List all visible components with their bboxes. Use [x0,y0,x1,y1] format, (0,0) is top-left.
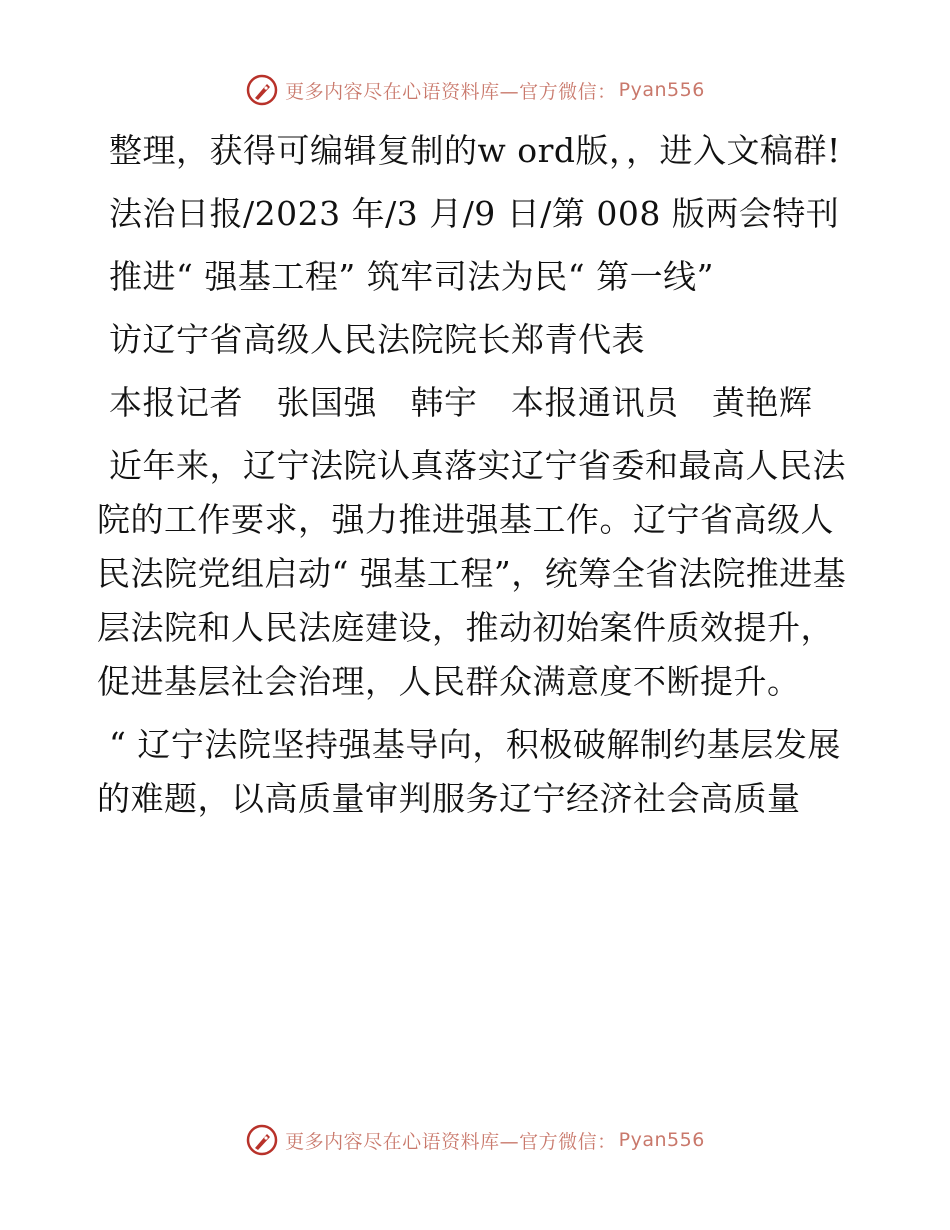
footer-banner-text: 更多内容尽在心语资料库—官方微信： [285,1130,617,1153]
article-subheadline: 访辽宁省高级人民法院院长郑青代表 [109,320,645,359]
body-paragraph: 近年来，辽宁法院认真落实辽宁省委和最高人民法院的工作要求，强力推进强基工作。辽宁省高级人民法院党组启动“ 强基工程”，统筹全省法院推进基层法院和人民法庭建设，推动初始案件质效提升，促进基层社会治理，人民群众满意度不断提升。 [97,446,847,701]
header-banner-text: 更多内容尽在心语资料库—官方微信： [285,80,617,103]
header-banner [0,70,950,110]
pen-nib-seal-icon [245,73,279,107]
footer-wechat-id: Pyan556 [618,1129,705,1151]
article-headline: 推进“ 强基工程” 筑牢司法为民“ 第一线” [109,257,714,296]
body-paragraph: “ 辽宁法院坚持强基导向，积极破解制约基层发展的难题，以高质量审判服务辽宁经济社会高质量 [97,725,841,818]
document-body [97,124,857,835]
header-wechat-id: Pyan556 [618,79,705,101]
article-byline: 本报记者 张国强 韩宇 本报通讯员 黄艳辉 [109,383,813,422]
intro-line: 整理，获得可编辑复制的w ord版，，进入文稿群! [109,131,841,170]
footer-banner [0,1120,950,1160]
pen-nib-seal-icon [245,1123,279,1157]
source-line: 法治日报/2023 年/3 月/9 日/第 008 版两会特刊 [109,194,840,233]
